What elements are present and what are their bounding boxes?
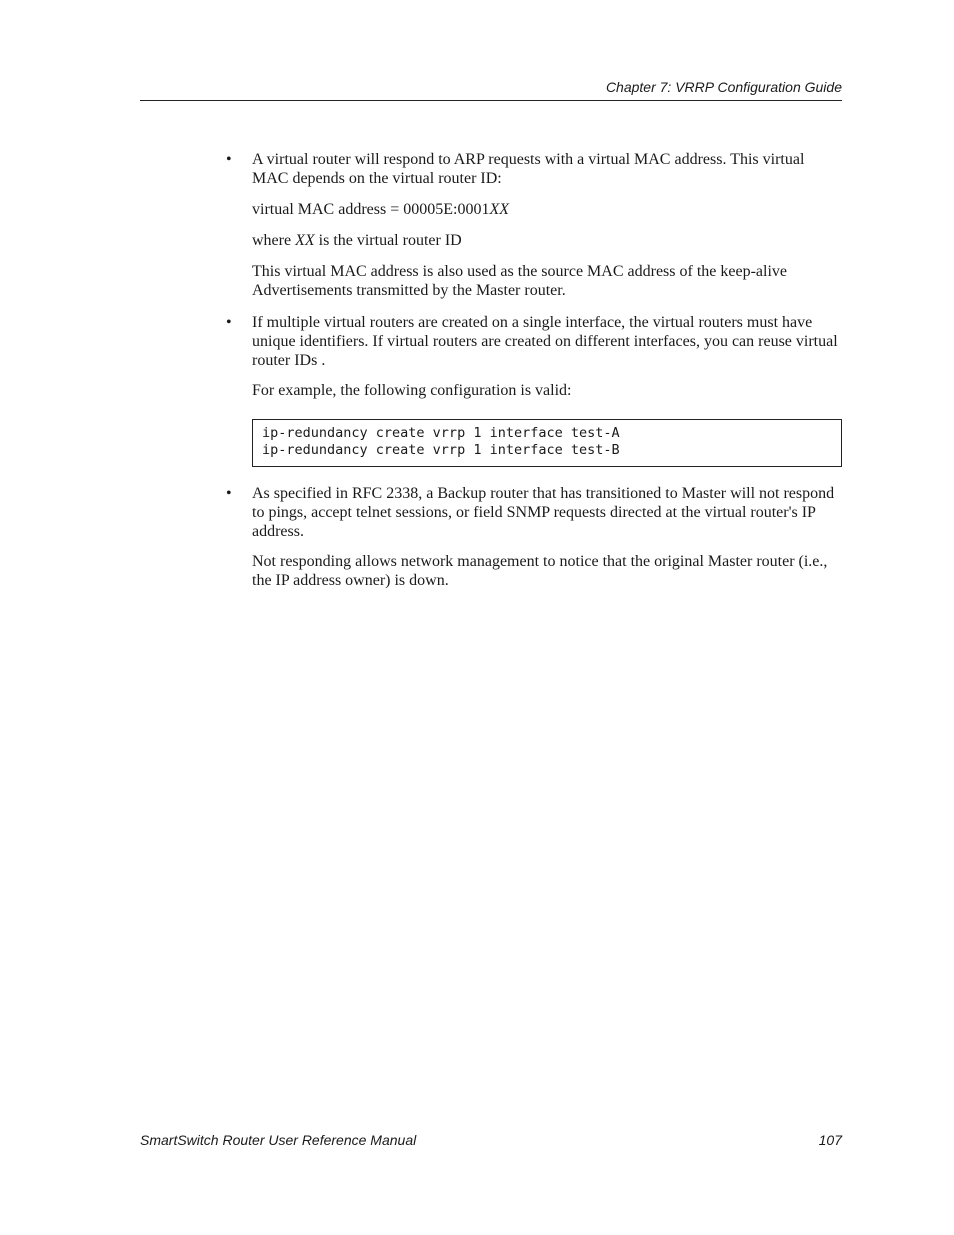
code-line: ip-redundancy create vrrp 1 interface test-B	[262, 442, 620, 458]
bullet-3-text: As specified in RFC 2338, a Backup router that has transitioned to Master will not respond to pings, accept telnet sessions, or field SNMP requests directed at the virtual router's IP address.	[252, 485, 835, 540]
not-responding-note: Not responding allows network management to notice that the original Master router (i.e., the IP address owner) is down.	[252, 553, 828, 589]
mac-formula-prefix: virtual MAC address = 00005E:0001	[252, 201, 490, 218]
code-example-box	[252, 419, 842, 467]
bullet-2-text: If multiple virtual routers are created on a single interface, the virtual routers must have unique identifiers. If virtual routers are created on different interfaces, you can reuse virtual router IDs .	[252, 314, 838, 369]
where-suffix: is the virtual router ID	[314, 232, 462, 249]
example-intro: For example, the following configuration is valid:	[252, 382, 572, 399]
code-line: ip-redundancy create vrrp 1 interface test-A	[262, 425, 620, 441]
where-line	[252, 231, 844, 250]
footer-manual-title: SmartSwitch Router User Reference Manual	[140, 1132, 417, 1148]
mac-formula-var: XX	[489, 201, 509, 218]
source-mac-note: This virtual MAC address is also used as the source MAC address of the keep-alive Advertisements transmitted by the Master router.	[252, 263, 787, 299]
bullet-marker: •	[226, 485, 232, 502]
running-header: Chapter 7: VRRP Configuration Guide	[605, 79, 842, 95]
bullet-marker: •	[226, 314, 232, 331]
bullet-marker: •	[226, 151, 232, 168]
bullet-1-text: A virtual router will respond to ARP requests with a virtual MAC address. This virtual MAC depends on the virtual router ID:	[252, 151, 805, 187]
where-prefix: where	[252, 232, 296, 249]
page-number: 107	[818, 1132, 842, 1148]
mac-formula	[252, 200, 844, 219]
where-var: XX	[295, 232, 315, 249]
header-rule	[140, 100, 842, 101]
